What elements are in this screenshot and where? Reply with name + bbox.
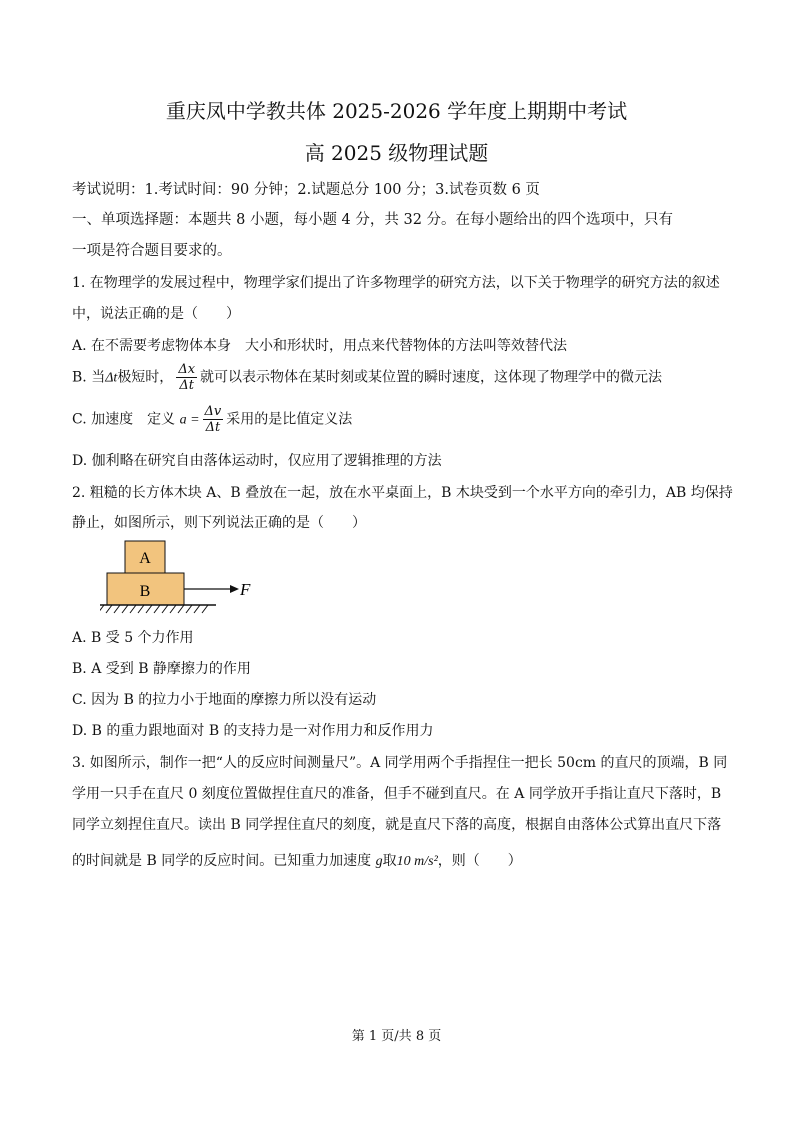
q2-stem: 2. 粗糙的长方体木块 A、B 叠放在一起，放在水平桌面上，B 木块受到一个水平方向的牵引力，AB 均保持	[72, 485, 733, 501]
hatch-mark	[186, 605, 192, 613]
hatch-mark	[114, 605, 120, 613]
hatch-mark	[138, 605, 144, 613]
q2-option-d: D. B 的重力跟地面对 B 的支持力是一对作用力和反作用力	[72, 723, 434, 739]
blocks-figure	[100, 538, 270, 618]
hatch-mark	[194, 605, 200, 613]
q3-stem-cont-2: 同学立刻捏住直尺。读出 B 同学捏住直尺的刻度，就是直尺下落的高度，根据自由落体公式算出直尺下落	[72, 817, 722, 833]
ground-hatch	[100, 605, 208, 613]
section-heading-cont: 一项是符合题目要求的。	[72, 243, 232, 259]
hatch-mark	[154, 605, 160, 613]
force-arrowhead	[230, 585, 239, 593]
hatch-mark	[100, 605, 104, 613]
hatch-mark	[106, 605, 112, 613]
q2-option-b: B. A 受到 B 静摩擦力的作用	[72, 661, 251, 677]
q2-option-c: C. 因为 B 的拉力小于地面的摩擦力所以没有运动	[72, 692, 377, 708]
q1-stem: 1. 在物理学的发展过程中，物理学家们提出了许多物理学的研究方法，以下关于物理学的研究方法的叙述	[72, 275, 720, 291]
exam-note: 考试说明：1.考试时间：90 分钟；2.试题总分 100 分；3.试卷页数 6 页	[72, 182, 540, 198]
hatch-mark	[178, 605, 184, 613]
hatch-mark	[130, 605, 136, 613]
block-b-label: B	[139, 583, 151, 600]
page-footer: 第 1 页/共 8 页	[351, 1029, 442, 1044]
q1-option-a: A. 在不需要考虑物体本身 大小和形状时，用点来代替物体的方法叫等效替代法	[72, 338, 568, 354]
exam-title: 重庆凤中学教共体 2025-2026 学年度上期期中考试	[165, 99, 628, 123]
delta-v-over-delta-t: $\frac{\Delta v}{\Delta t}$	[204, 404, 222, 435]
hatch-mark	[162, 605, 168, 613]
q2-stem-cont: 静止，如图所示，则下列说法正确的是（ ）	[72, 515, 366, 531]
q1-option-b: B. 当Δt极短时， $\frac{\Delta x}{\Delta t}$ 就可以表示物体在某时刻或某位置的瞬时速度，这体现了物理学中的微元法	[72, 362, 663, 393]
q2-option-a: A. B 受 5 个力作用	[72, 630, 194, 646]
q1-option-c: C. 加速度 定义 a = $\frac{\Delta v}{\Delta t}$ 采用的是比值定义法	[72, 404, 353, 435]
hatch-mark	[170, 605, 176, 613]
block-a-label: A	[139, 550, 151, 567]
q3-stem: 3. 如图所示，制作一把“人的反应时间测量尺”。A 同学用两个手指捏住一把长 50cm 的直尺的顶端，B 同	[72, 755, 728, 771]
q1-stem-cont: 中，说法正确的是（ ）	[72, 306, 240, 322]
hatch-mark	[146, 605, 152, 613]
delta-x-over-delta-t: $\frac{\Delta x}{\Delta t}$	[178, 362, 196, 393]
force-label: F	[240, 580, 251, 599]
exam-subtitle: 高 2025 级物理试题	[304, 141, 489, 165]
q3-stem-cont-1: 学用一只手在直尺 0 刻度位置做捏住直尺的准备，但手不碰到直尺。在 A 同学放开手指让直尺下落时，B	[72, 786, 722, 802]
section-heading: 一、单项选择题：本题共 8 小题，每小题 4 分，共 32 分。在每小题给出的四个选项中，只有	[72, 212, 674, 228]
q3-stem-cont-3: 的时间就是 B 同学的反应时间。已知重力加速度 g取10 m/s²，则（ ）	[72, 853, 522, 869]
hatch-mark	[202, 605, 208, 613]
q1-option-d: D. 伽利略在研究自由落体运动时，仅应用了逻辑推理的方法	[72, 453, 442, 469]
hatch-mark	[122, 605, 128, 613]
